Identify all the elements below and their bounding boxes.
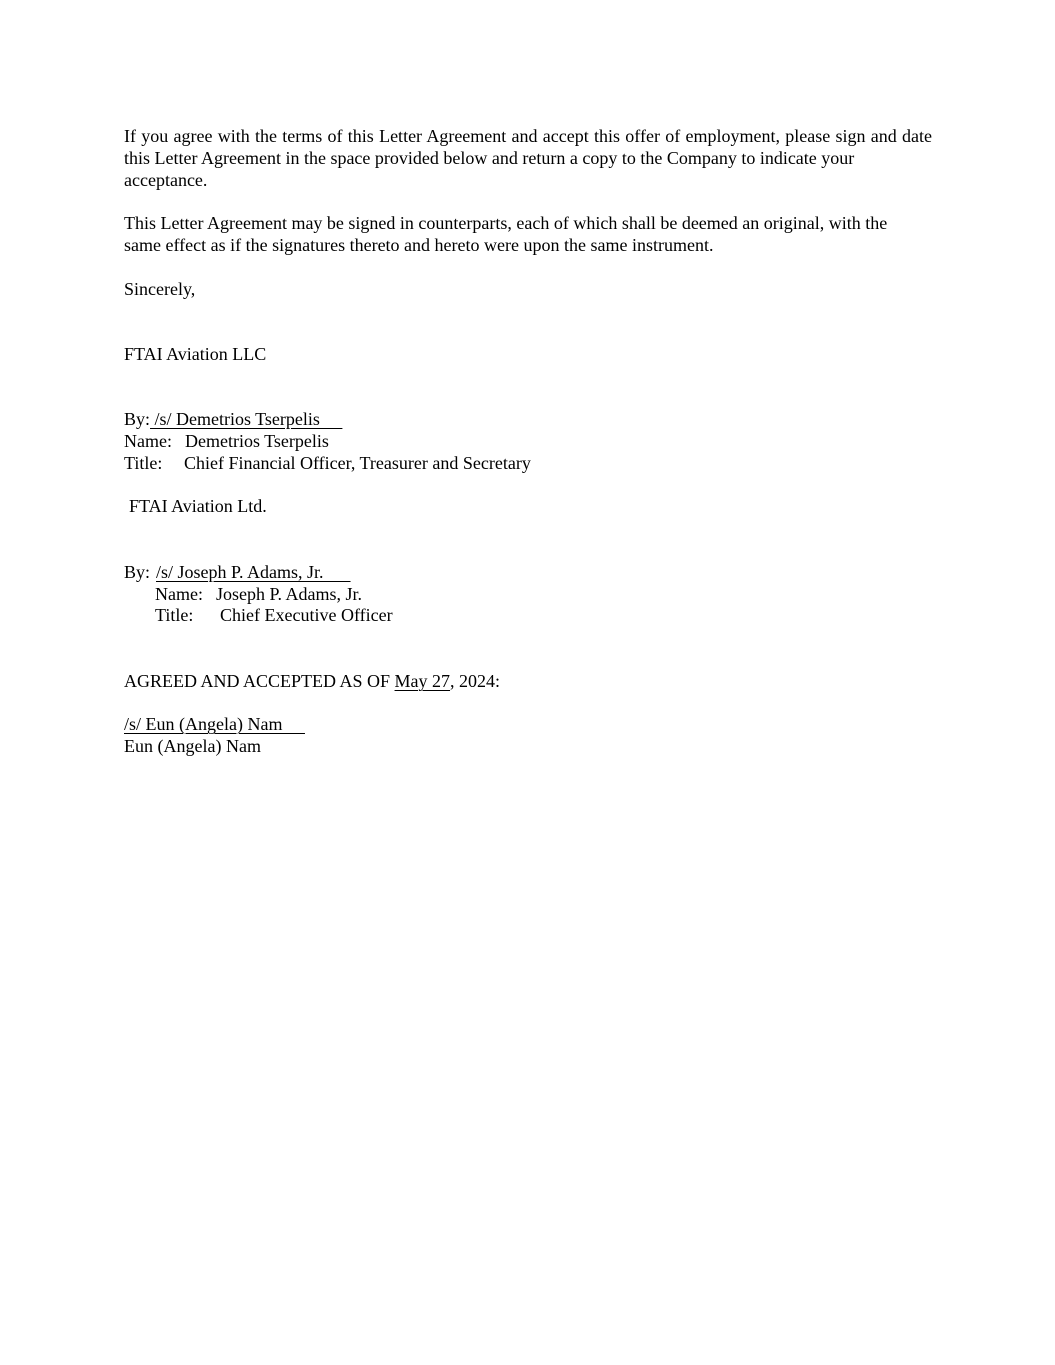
signatory-1-company: FTAI Aviation LLC xyxy=(124,344,267,364)
signatory-2-by-label: By: xyxy=(124,562,151,582)
signatory-1-name-line xyxy=(124,430,329,452)
signatory-1-name: Demetrios Tserpelis xyxy=(185,431,329,451)
employee-signature: /s/ Eun (Angela) Nam xyxy=(124,714,305,734)
signatory-2-by-line xyxy=(124,561,351,583)
signatory-1-title-label: Title: xyxy=(124,453,163,473)
signatory-2-signature: /s/ Joseph P. Adams, Jr. xyxy=(156,562,351,582)
signatory-2-title-line xyxy=(155,604,393,626)
paragraph-2-line-1: This Letter Agreement may be signed in counterparts, each of which shall be deemed an original, with the xyxy=(124,213,888,233)
signatory-1-by-label: By: xyxy=(124,409,151,429)
employee-name: Eun (Angela) Nam xyxy=(124,736,261,756)
signatory-2-name: Joseph P. Adams, Jr. xyxy=(216,584,363,604)
paragraph-1-line-2: date this Letter Agreement in the space provided below and return a copy to the Company to indicate your xyxy=(124,126,933,168)
signatory-1-name-label: Name: xyxy=(124,431,172,451)
signatory-2-name-line xyxy=(155,583,362,605)
signatory-1-signature: /s/ Demetrios Tserpelis xyxy=(150,409,343,429)
signatory-2-title-label: Title: xyxy=(155,605,194,625)
signatory-1-by-line xyxy=(124,408,342,430)
counterparts-paragraph xyxy=(124,212,932,256)
signatory-2-title: Chief Executive Officer xyxy=(220,605,393,625)
signatory-1-title-line xyxy=(124,452,531,474)
signatory-2-name-label: Name: xyxy=(155,584,203,604)
acceptance-date: May 27 xyxy=(394,671,451,691)
paragraph-1-line-3: acceptance. xyxy=(124,170,208,190)
acceptance-line xyxy=(124,670,500,692)
signatory-1-title: Chief Financial Officer, Treasurer and Secretary xyxy=(184,453,531,473)
acceptance-prefix: AGREED AND ACCEPTED AS OF xyxy=(124,671,395,691)
employee-signature-line xyxy=(124,713,305,735)
paragraph-1-line-1: If you agree with the terms of this Letter Agreement and accept this offer of employment, please sign and xyxy=(124,126,897,146)
acceptance-year: , 2024: xyxy=(450,671,501,691)
acceptance-instructions-paragraph xyxy=(124,125,932,191)
closing: Sincerely, xyxy=(124,279,196,299)
signatory-2-company: FTAI Aviation Ltd. xyxy=(129,496,267,516)
paragraph-2-line-2: same effect as if the signatures thereto and hereto were upon the same instrument. xyxy=(124,235,714,255)
